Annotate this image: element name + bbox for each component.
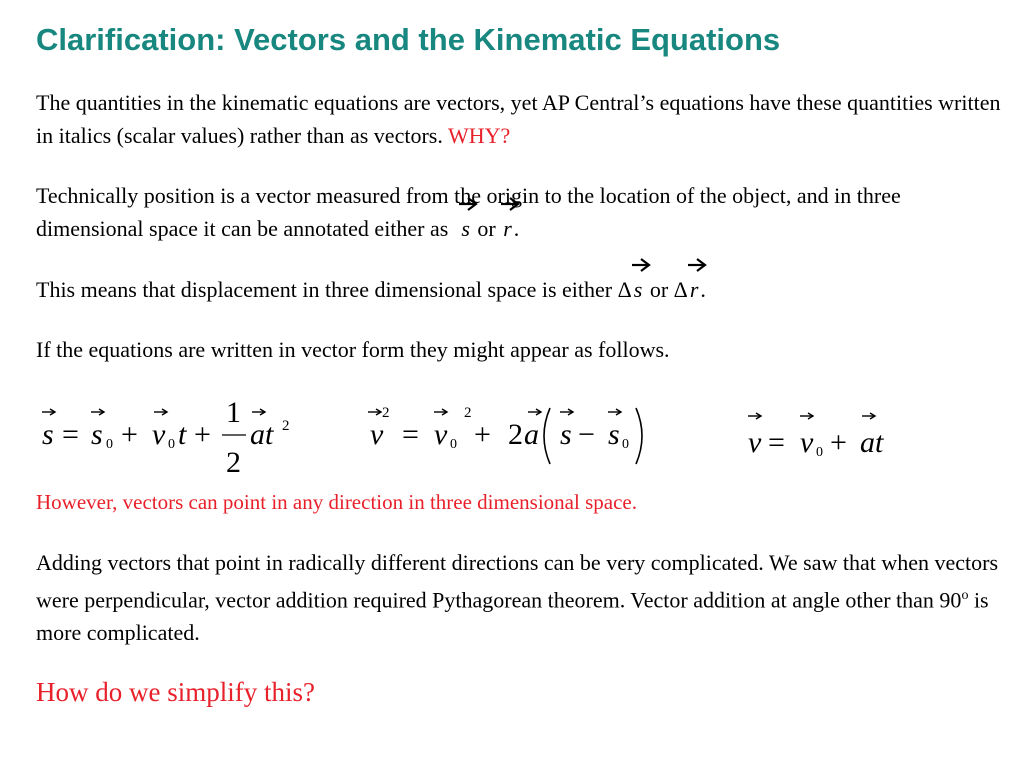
eq1-denominator: 2 [226, 446, 241, 479]
eq2-minus: − [578, 418, 595, 451]
paragraph-displacement [36, 273, 1006, 306]
eq1-sub0: 0 [106, 437, 113, 452]
eq2-s0: s [608, 418, 620, 451]
eq2-exponent: 2 [382, 405, 390, 421]
eq3-sub0: 0 [816, 445, 823, 460]
vector-s-symbol: s [459, 212, 472, 245]
question-text: How do we simplify this? [36, 677, 315, 707]
paragraph-vectors-intro [36, 86, 1006, 152]
eq2-exponent2: 2 [464, 405, 472, 421]
eq1-s: s [42, 418, 54, 451]
eq2-two: 2 [508, 418, 523, 451]
eq1-at: at [250, 418, 274, 451]
vector-arrow-icon [632, 258, 654, 272]
paragraph-vector-form: If the equations are written in vector form they might appear as follows. [36, 337, 670, 362]
delta-symbol: Δ [617, 277, 632, 302]
eq2-v0: v [434, 418, 448, 451]
eq1-sub0b: 0 [168, 437, 175, 452]
eq1-plus2: + [194, 418, 211, 451]
degree-superscript: o [961, 588, 969, 603]
eq2-v: v [370, 418, 384, 451]
paragraph-direction-note: However, vectors can point in any direction in three dimensional space. [36, 490, 637, 514]
why-text: WHY? [447, 123, 511, 148]
period: . [513, 216, 520, 241]
eq1-equals: = [62, 418, 79, 451]
position-text: Technically position is a vector measured from the origin to the location of the object, and in three dimensional space it can be annotated either as [36, 183, 901, 241]
addition-text: Adding vectors that point in radically different directions can be very complicated. We saw that when vectors were perpendicular, vector addition required Pythagorean theorem. Vector addition at angle other than 90 [36, 550, 999, 613]
eq1-numerator: 1 [226, 396, 241, 429]
eq1-v0: v [152, 418, 166, 451]
paragraph-position-vector [36, 179, 1006, 245]
vector-arrow-icon [459, 197, 481, 211]
equation-displacement [36, 392, 306, 482]
vector-r-symbol: r [688, 273, 701, 306]
eq1-plus: + [121, 418, 138, 451]
eq2-a: a [524, 418, 539, 451]
paragraph-vector-addition [36, 546, 1006, 649]
vector-r-symbol: r [501, 212, 514, 245]
vector-s-symbol: s [632, 273, 645, 306]
eq2-left-paren [544, 408, 550, 464]
eq1-s0: s [91, 418, 103, 451]
vector-arrow-icon [688, 258, 710, 272]
period: . [700, 277, 706, 302]
eq3-v0: v [800, 426, 814, 459]
eq2-equals: = [402, 418, 419, 451]
or-text: or [649, 277, 669, 302]
addition-end-text: is more complicated. [36, 587, 989, 646]
eq2-plus: + [474, 418, 491, 451]
eq2-sub0: 0 [450, 437, 457, 452]
equation-velocity-squared [364, 392, 664, 482]
eq2-sub0b: 0 [622, 437, 629, 452]
eq3-plus: + [830, 426, 847, 459]
displacement-text: This means that displacement in three dimensional space is either [36, 277, 613, 302]
or-text: or [477, 216, 496, 241]
slide-title: Clarification: Vectors and the Kinematic Equations [36, 22, 781, 57]
eq3-v: v [748, 426, 762, 459]
eq3-equals: = [768, 426, 785, 459]
eq1-t: t [178, 418, 187, 451]
eq1-exponent: 2 [282, 418, 290, 434]
eq2-right-paren [636, 408, 642, 464]
eq2-s: s [560, 418, 572, 451]
eq3-at: at [860, 426, 884, 459]
equation-velocity [742, 404, 912, 464]
vector-arrow-icon [501, 197, 523, 211]
delta-symbol: Δ [673, 277, 688, 302]
intro-text: The quantities in the kinematic equations are vectors, yet AP Central’s equations have these quantities written in italics (scalar values) rather than as vectors. [36, 90, 1001, 148]
